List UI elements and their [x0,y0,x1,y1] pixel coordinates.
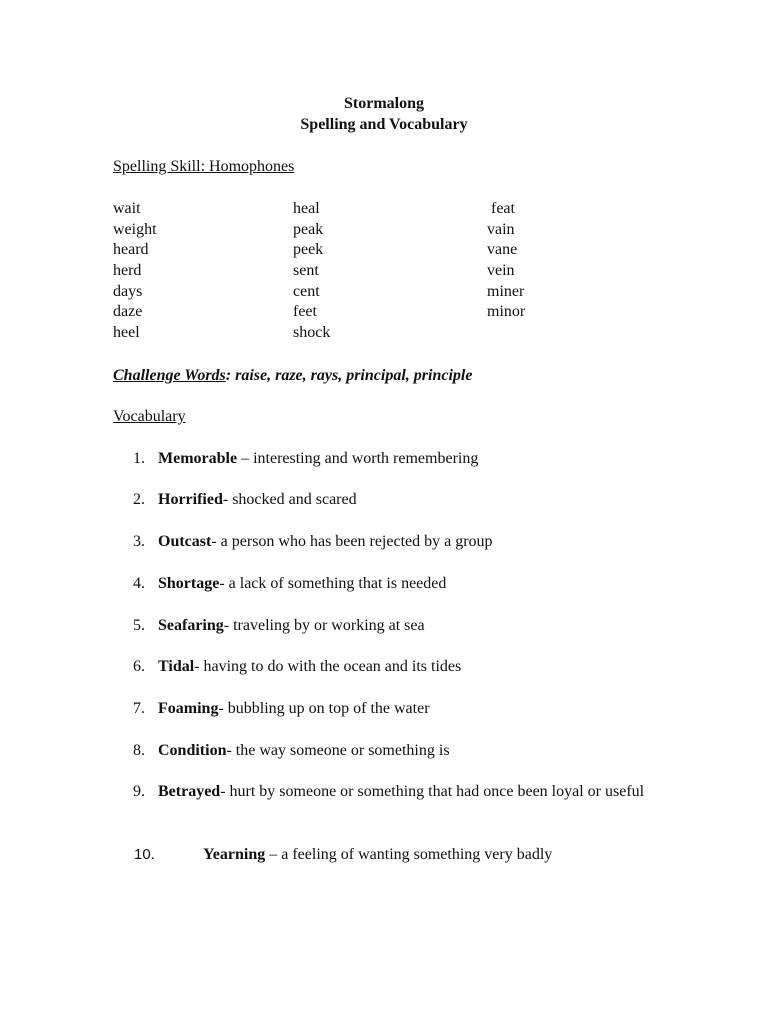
spelling-word: feat [491,200,515,217]
vocab-number: 8. [133,742,145,759]
document-subtitle: Spelling and Vocabulary [300,116,468,133]
vocab-term: Horrified [158,491,223,508]
spelling-word: minor [487,303,526,321]
spelling-word: heard [113,241,149,259]
spelling-word: vane [487,241,518,259]
spelling-skill-heading: Spelling Skill: Homophones [113,158,295,175]
vocab-term: Betrayed [158,783,221,800]
vocab-term: Tidal [158,658,195,675]
spelling-word: heal [293,200,320,217]
word-column-1 [113,199,157,344]
spelling-word: heel [113,324,140,342]
vocab-number: 1. [133,450,145,467]
vocab-term: Seafaring [158,617,224,634]
spelling-word: feet [293,303,317,321]
vocab-term: Outcast [158,533,212,550]
vocab-definition: - hurt by someone or something that had once been loyal or useful [220,783,645,800]
vocab-definition: - traveling by or working at sea [223,617,425,634]
challenge-words-line [113,366,472,386]
spelling-word: herd [113,262,142,280]
vocab-definition: - bubbling up on top of the water [218,700,430,717]
vocab-definition: - a lack of something that is needed [219,575,447,592]
spelling-word: cent [293,282,320,300]
challenge-words-label: Challenge Words [113,367,226,384]
spelling-word: peek [293,241,324,259]
vocab-term: Yearning [203,846,266,863]
vocab-definition: – interesting and worth remembering [237,450,479,467]
vocabulary-heading: Vocabulary [113,408,186,425]
word-column-3 [487,199,525,323]
spelling-word: peak [293,220,324,238]
vocab-number: 6. [133,658,145,675]
vocab-number: 5. [133,617,145,634]
vocab-definition: – a feeling of wanting something very badly [265,846,553,863]
challenge-words-list: : raise, raze, rays, principal, principle [225,367,473,384]
spelling-word: wait [113,200,141,217]
spelling-word: daze [113,303,143,321]
vocab-term: Memorable [158,450,238,467]
spelling-word: weight [113,220,157,238]
vocab-definition: - shocked and scared [222,491,357,508]
document-title: Stormalong [344,95,424,112]
vocab-term: Foaming [158,700,219,717]
vocab-number: 4. [133,575,145,592]
vocab-definition: - a person who has been rejected by a group [211,533,493,550]
spelling-word: shock [293,324,331,342]
vocab-number: 9. [133,783,145,800]
vocab-number: 10. [134,846,155,863]
vocab-definition: - the way someone or something is [226,742,450,759]
spelling-word: vain [487,220,515,238]
vocab-number: 3. [133,533,145,550]
spelling-word: days [113,282,143,300]
vocab-number: 7. [133,700,145,717]
spelling-word: miner [487,282,525,300]
word-column-2 [293,199,330,344]
vocab-number: 2. [133,491,145,508]
vocab-definition: - having to do with the ocean and its tides [194,658,462,675]
vocab-term: Condition [158,742,227,759]
spelling-word: vein [487,262,515,280]
vocab-term: Shortage [158,575,220,592]
spelling-word: sent [293,262,319,280]
